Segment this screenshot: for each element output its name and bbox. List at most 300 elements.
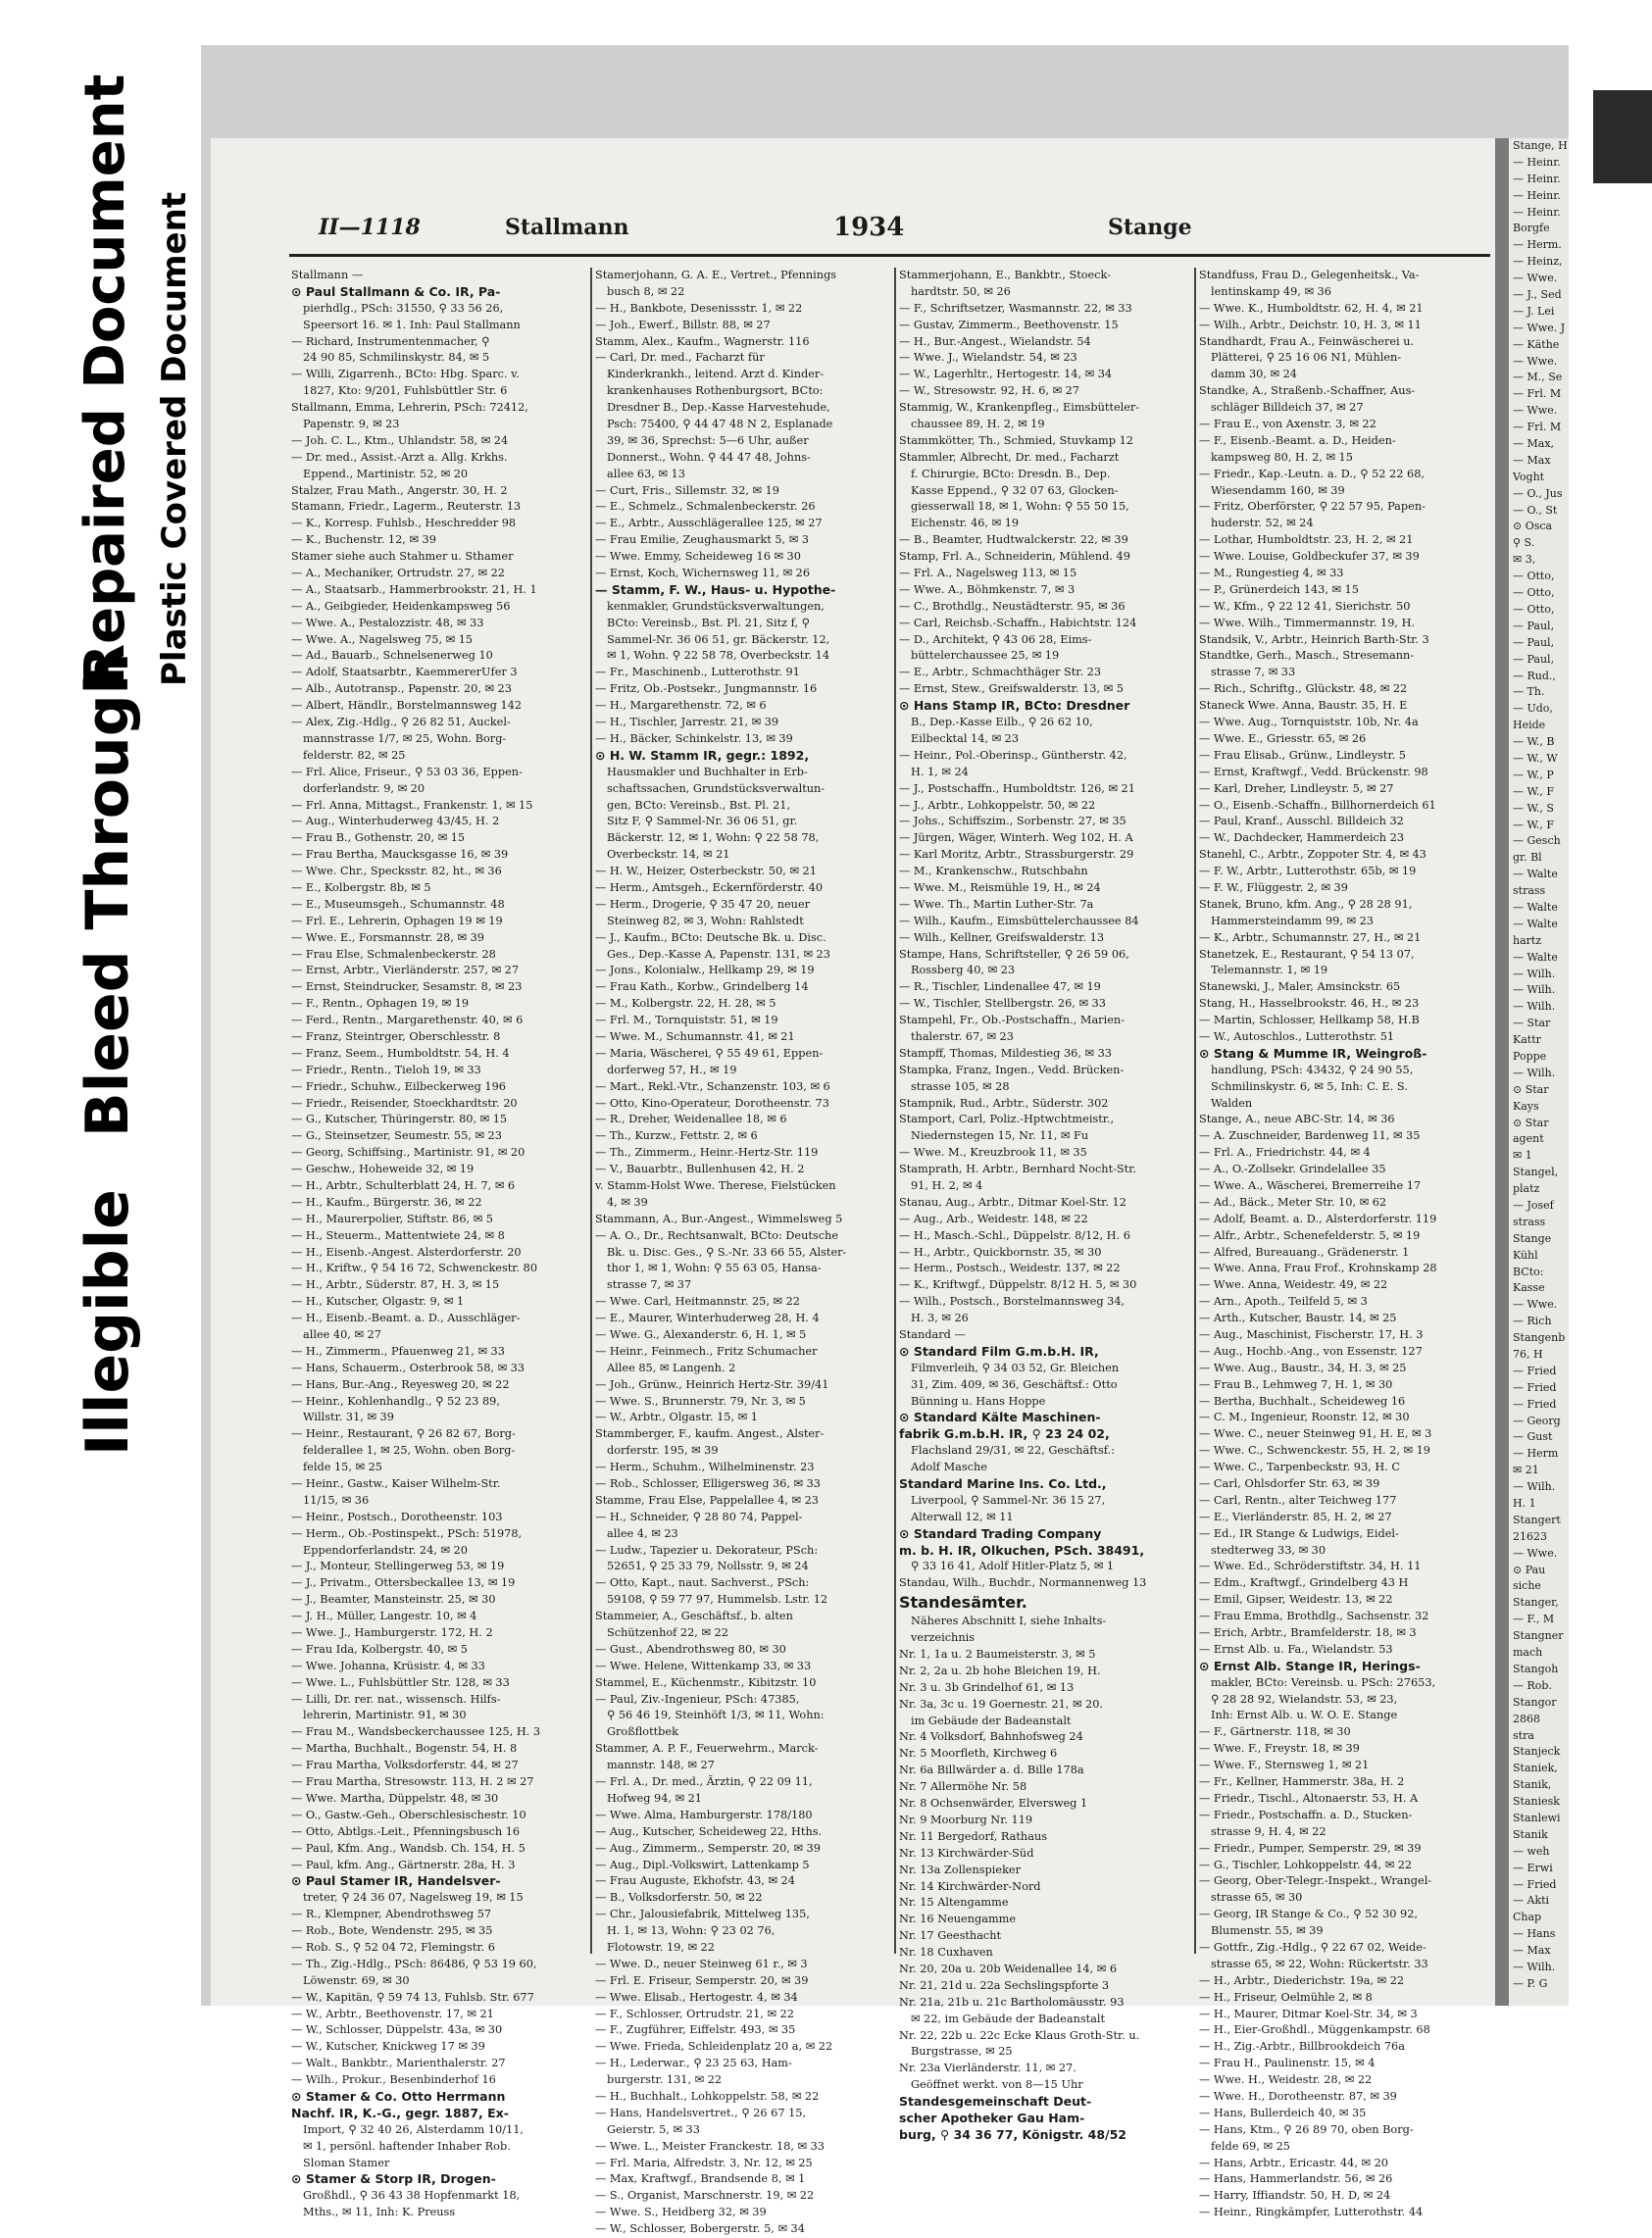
- adjacent-page-entry: — W., W: [1513, 751, 1558, 765]
- adjacent-page-entry: — Fried: [1513, 1364, 1557, 1377]
- adjacent-page-entry: — Wilh.: [1513, 1066, 1556, 1079]
- directory-column-4: [1199, 268, 1491, 2219]
- adjacent-page-entry: — Wilh.: [1513, 1960, 1556, 1973]
- directory-entry: Plätterei, ⚲ 25 16 06 N1, Mühlen-: [1211, 351, 1402, 365]
- adjacent-page-entry: siche: [1513, 1579, 1541, 1593]
- directory-entry: — Aug., Winterhuderweg 43/45, H. 2: [291, 815, 500, 828]
- directory-entry: — H., Zig.-Arbtr., Billbrookdeich 76a: [1199, 2040, 1405, 2054]
- directory-entry: Nr. 11 Bergedorf, Rathaus: [899, 1829, 1048, 1843]
- directory-entry: Psch: 75400, ⚲ 44 47 48 N 2, Esplanade: [607, 418, 833, 431]
- directory-entry: — R., Tischler, Lindenallee 47, ✉ 19: [899, 980, 1101, 994]
- directory-entry: ⊙ Hans Stamp IR, BCto: Dresdner: [899, 698, 1130, 714]
- directory-entry: — Frau Emma, Brothdlg., Sachsenstr. 32: [1199, 1610, 1429, 1623]
- directory-entry: Stampehl, Fr., Ob.-Postschaffn., Marien-: [899, 1014, 1125, 1027]
- directory-entry: ⊙ H. W. Stamm IR, gegr.: 1892,: [595, 747, 810, 763]
- directory-entry: — H., Lederwar., ⚲ 23 25 63, Ham-: [595, 2057, 792, 2070]
- directory-entry: — K., Arbtr., Schumannstr. 27, H., ✉ 21: [1199, 930, 1422, 944]
- directory-entry: busch 8, ✉ 22: [607, 284, 685, 298]
- directory-entry: Nr. 4 Volksdorf, Bahnhofsweg 24: [899, 1730, 1083, 1744]
- adjacent-page-entry: Stanger,: [1513, 1596, 1559, 1610]
- directory-entry: Stampff, Thomas, Mildestieg 36, ✉ 33: [899, 1046, 1112, 1060]
- directory-entry: — Gottfr., Zig.-Hdlg., ⚲ 22 67 02, Weide-: [1199, 1940, 1427, 1954]
- directory-entry: Nr. 13 Kirchwärder-Süd: [899, 1846, 1034, 1860]
- adjacent-page-entry: — Wwe.: [1513, 1546, 1558, 1560]
- directory-entry: — Wwe. Carl, Heitmannstr. 25, ✉ 22: [595, 1295, 800, 1309]
- directory-entry: — E., Vierländerstr. 85, H. 2, ✉ 27: [1199, 1510, 1392, 1523]
- directory-entry: — H., Arbtr., Süderstr. 87, H. 3, ✉ 15: [291, 1278, 500, 1292]
- adjacent-page-entry: — Walte: [1513, 917, 1558, 930]
- directory-entry: — Th., Kurzw., Fettstr. 2, ✉ 6: [595, 1129, 758, 1143]
- directory-entry: Stallmann, Emma, Lehrerin, PSch: 72412,: [291, 401, 528, 415]
- directory-entry: — Maria, Wäscherei, ⚲ 55 49 61, Eppen-: [595, 1046, 824, 1060]
- directory-entry: 91, H. 2, ✉ 4: [911, 1178, 983, 1192]
- directory-entry: ⊙ Paul Stamer IR, Handelsver-: [291, 1873, 501, 1889]
- directory-entry: allee 4, ✉ 23: [607, 1526, 678, 1540]
- directory-entry: Adolf Masche: [911, 1461, 987, 1474]
- directory-entry: Großflottbek: [607, 1725, 678, 1739]
- directory-entry: — Georg, IR Stange & Co., ⚲ 52 30 92,: [1199, 1908, 1418, 1921]
- directory-entry: — Ernst, Koch, Wichernsweg 11, ✉ 26: [595, 567, 811, 580]
- directory-entry: — Wilh., Postsch., Borstelmannsweg 34,: [899, 1295, 1126, 1309]
- directory-entry: felde 15, ✉ 25: [303, 1461, 382, 1474]
- adjacent-page-entry: — Th.: [1513, 685, 1545, 699]
- directory-entry: — Adolf, Staatsarbtr., KaemmererUfer 3: [291, 666, 518, 679]
- directory-entry: 31, Zim. 409, ✉ 36, Geschäftsf.: Otto: [911, 1377, 1118, 1391]
- directory-entry: treter, ⚲ 24 36 07, Nagelsweg 19, ✉ 15: [303, 1891, 524, 1905]
- directory-entry: — Heinr., Postsch., Dorotheenstr. 103: [291, 1510, 503, 1523]
- directory-entry: — Friedr., Rentn., Tieloh 19, ✉ 33: [291, 1063, 481, 1076]
- directory-entry: — E., Arbtr., Schmachthäger Str. 23: [899, 666, 1102, 679]
- directory-entry: — Hans, Ktm., ⚲ 26 89 70, oben Borg-: [1199, 2122, 1414, 2136]
- directory-entry: Alterwall 12, ✉ 11: [911, 1510, 1014, 1523]
- directory-entry: — A., O.-Zollsekr. Grindelallee 35: [1199, 1163, 1386, 1176]
- directory-entry: — W., Tischler, Stellbergstr. 26, ✉ 33: [899, 997, 1106, 1011]
- directory-entry: — Th., Zimmerm., Heinr.-Hertz-Str. 119: [595, 1146, 819, 1160]
- directory-entry: strasse 105, ✉ 28: [911, 1079, 1010, 1093]
- directory-entry: — Rich., Schriftg., Glückstr. 48, ✉ 22: [1199, 682, 1408, 696]
- directory-entry: Standke, A., Straßenb.-Schaffner, Aus-: [1199, 384, 1416, 398]
- directory-entry: — Wwe. L., Fuhlsbüttler Str. 128, ✉ 33: [291, 1675, 510, 1689]
- directory-entry: — Georg, Schiffsing., Martinistr. 91, ✉ 20: [291, 1146, 526, 1160]
- directory-entry: — W., Schlosser, Bobergerstr. 5, ✉ 34: [595, 2222, 805, 2236]
- directory-entry: — H., Eisenb.-Beamt. a. D., Ausschläger-: [291, 1312, 521, 1325]
- directory-entry: — M., Kolbergstr. 22, H. 28, ✉ 5: [595, 997, 776, 1011]
- directory-entry: — Gust., Abendrothsweg 80, ✉ 30: [595, 1642, 786, 1656]
- directory-entry: — Franz, Steintrger, Oberschlesstr. 8: [291, 1029, 501, 1043]
- directory-entry: — Heinr., Pol.-Oberinsp., Güntherstr. 42,: [899, 748, 1127, 762]
- directory-entry: — Friedr., Reisender, Stoeckhardtstr. 20: [291, 1096, 518, 1110]
- adjacent-page-entry: ⚲ S.: [1513, 536, 1535, 550]
- adjacent-page-entry: strass: [1513, 884, 1546, 898]
- adjacent-page-entry: Stangoh: [1513, 1662, 1559, 1675]
- directory-entry: — Herm., Drogerie, ⚲ 35 47 20, neuer: [595, 897, 811, 911]
- adjacent-page-edge: [1509, 138, 1569, 2006]
- adjacent-page-entry: — Paul,: [1513, 619, 1555, 632]
- directory-column-2: [595, 268, 887, 2236]
- adjacent-page-entry: — Wwe.: [1513, 272, 1558, 285]
- directory-entry: Stammer, A. P. F., Feuerwehrm., Marck-: [595, 1742, 819, 1756]
- directory-entry: Kinderkrankh., leitend. Arzt d. Kinder-: [607, 368, 825, 381]
- directory-entry: — Bertha, Buchhalt., Scheideweg 16: [1199, 1394, 1406, 1408]
- directory-entry: — Heinr., Ringkämpfer, Lutterothstr. 44: [1199, 2206, 1424, 2219]
- directory-entry: — R., Klempner, Abendrothsweg 57: [291, 1908, 492, 1921]
- directory-entry: Geöffnet werkt. von 8—15 Uhr: [911, 2078, 1083, 2092]
- directory-entry: — O., Eisenb.-Schaffn., Billhornerdeich 61: [1199, 798, 1436, 812]
- directory-entry: — Wwe. E., Forsmannstr. 28, ✉ 39: [291, 930, 484, 944]
- directory-entry: — Wwe. C., Tarpenbeckstr. 93, H. C: [1199, 1461, 1401, 1474]
- directory-entry: — Harry, Iffiandstr. 50, H. D, ✉ 24: [1199, 2189, 1391, 2203]
- directory-entry: ⚲ 56 46 19, Steinhöft 1/3, ✉ 11, Wohn:: [607, 1709, 825, 1722]
- adjacent-page-entry: ✉ 3,: [1513, 553, 1536, 567]
- directory-entry: — Frau Kath., Korbw., Grindelberg 14: [595, 980, 809, 994]
- adjacent-page-entry: — Rud.,: [1513, 669, 1556, 682]
- directory-entry: — H., Maurerpolier, Stiftstr. 86, ✉ 5: [291, 1212, 493, 1225]
- directory-entry: Nr. 17 Geesthacht: [899, 1929, 1002, 1943]
- directory-entry: — Frau Elisab., Grünw., Lindleystr. 5: [1199, 748, 1406, 762]
- directory-entry: — Wwe. M., Reismühle 19, H., ✉ 24: [899, 880, 1101, 894]
- directory-entry: — Aug., Maschinist, Fischerstr. 17, H. 3: [1199, 1328, 1424, 1341]
- directory-entry: Stammann, A., Bur.-Angest., Wimmelsweg 5: [595, 1212, 843, 1225]
- adjacent-page-entry: — Max: [1513, 1944, 1551, 1958]
- adjacent-page-entry: — Rob.: [1513, 1678, 1552, 1692]
- adjacent-page-entry: — Otto,: [1513, 586, 1555, 600]
- adjacent-page-entry: — Walte: [1513, 950, 1558, 964]
- label-illegible: Illegible: [74, 1189, 142, 1456]
- adjacent-page-entry: — Georg: [1513, 1414, 1561, 1427]
- directory-entry: Stammkötter, Th., Schmied, Stuvkamp 12: [899, 433, 1133, 447]
- directory-entry: — Heinr., Kohlenhandlg., ⚲ 52 23 89,: [291, 1394, 500, 1408]
- directory-entry: — Wwe. A., Nagelsweg 75, ✉ 15: [291, 632, 474, 646]
- directory-entry: ⊙ Stamer & Storp IR, Drogen-: [291, 2171, 496, 2187]
- directory-entry: — Karl, Dreher, Lindleystr. 5, ✉ 27: [1199, 781, 1394, 795]
- directory-entry: — Frau Auguste, Ekhofstr. 43, ✉ 24: [595, 1874, 795, 1888]
- directory-entry: — Aug., Arb., Weidestr. 148, ✉ 22: [899, 1212, 1088, 1225]
- directory-entry: — Paul, Kranf., Ausschl. Billdeich 32: [1199, 815, 1404, 828]
- directory-entry: — H., Eier-Großhdl., Müggenkampstr. 68: [1199, 2023, 1430, 2037]
- directory-entry: Nr. 18 Cuxhaven: [899, 1946, 993, 1960]
- directory-entry: kenmakler, Grundstücksverwaltungen,: [607, 599, 825, 613]
- directory-entry: ⚲ 28 28 92, Wielandstr. 53, ✉ 23,: [1211, 1692, 1398, 1706]
- adjacent-page-entry: — Otto,: [1513, 570, 1555, 583]
- directory-entry: — Adolf, Beamt. a. D., Alsterdorferstr. 119: [1199, 1212, 1437, 1225]
- adjacent-page-entry: Stangenb: [1513, 1331, 1566, 1345]
- scan-edge-shadow: [1593, 90, 1652, 183]
- directory-entry: felderstr. 82, ✉ 25: [303, 748, 406, 762]
- adjacent-page-entry: — Herm.: [1513, 238, 1562, 252]
- directory-entry: — Friedr., Postschaffn. a. D., Stucken-: [1199, 1808, 1413, 1821]
- adjacent-page-entry: — F., M: [1513, 1613, 1555, 1626]
- directory-entry: Steinweg 82, ✉ 3, Wohn: Rahlstedt: [607, 914, 804, 927]
- directory-entry: — Friedr., Pumper, Semperstr. 29, ✉ 39: [1199, 1841, 1422, 1855]
- directory-entry: — H., Bäcker, Schinkelstr. 13, ✉ 39: [595, 731, 793, 745]
- page-number: II—1118: [319, 215, 421, 240]
- directory-entry: — Ernst, Stew., Greifswalderstr. 13, ✉ 5: [899, 682, 1124, 696]
- adjacent-page-entry: — Wwe.: [1513, 404, 1558, 418]
- directory-entry: Nr. 21, 21d u. 22a Sechslingspforte 3: [899, 1978, 1110, 1992]
- directory-entry: ⊙ Standard Film G.m.b.H. IR,: [899, 1343, 1099, 1359]
- directory-entry: — Frl. E., Lehrerin, Ophagen 19 ✉ 19: [291, 914, 503, 927]
- adjacent-page-entry: hartz: [1513, 933, 1542, 947]
- directory-entry: Nr. 7 Allermöhe Nr. 58: [899, 1780, 1027, 1794]
- directory-entry: — H., Margarethenstr. 72, ✉ 6: [595, 699, 767, 713]
- directory-entry: — Wwe. Th., Martin Luther-Str. 7a: [899, 897, 1094, 911]
- directory-entry: — Ad., Bauarb., Schnelsenerweg 10: [291, 649, 493, 663]
- directory-entry: ⊙ Ernst Alb. Stange IR, Herings-: [1199, 1658, 1421, 1673]
- directory-entry: 11/15, ✉ 36: [303, 1493, 370, 1507]
- adjacent-page-entry: — Fried: [1513, 1397, 1557, 1411]
- adjacent-page-entry: — Paul,: [1513, 635, 1555, 649]
- directory-entry: ⊙ Standard Kälte Maschinen-: [899, 1410, 1101, 1425]
- adjacent-page-entry: — Hans: [1513, 1927, 1556, 1941]
- directory-entry: Sloman Stamer: [303, 2156, 390, 2169]
- directory-entry: — W., Dachdecker, Hammerdeich 23: [1199, 831, 1405, 845]
- directory-entry: — Martha, Buchhalt., Bogenstr. 54, H. 8: [291, 1742, 518, 1756]
- directory-entry: — C. M., Ingenieur, Roonstr. 12, ✉ 30: [1199, 1411, 1410, 1424]
- adjacent-page-entry: — Gesch: [1513, 834, 1561, 848]
- directory-entry: — D., Architekt, ⚲ 43 06 28, Eims-: [899, 632, 1092, 646]
- directory-entry: — Fritz, Ob.-Postsekr., Jungmannstr. 16: [595, 682, 818, 696]
- directory-entry: — Jons., Kolonialw., Hellkamp 29, ✉ 19: [595, 964, 815, 977]
- directory-entry: ⊙ Stang & Mumme IR, Weingroß-: [1199, 1045, 1427, 1061]
- column-divider: [1194, 268, 1196, 1954]
- adjacent-page-entry: Kays: [1513, 1099, 1539, 1113]
- adjacent-page-entry: Stange: [1513, 1231, 1552, 1245]
- directory-entry: — Ernst Alb. u. Fa., Wielandstr. 53: [1199, 1642, 1393, 1656]
- adjacent-page-entry: Stangert: [1513, 1513, 1561, 1526]
- directory-entry: kampsweg 80, H. 2, ✉ 15: [1211, 450, 1353, 464]
- directory-entry: — Wwe. L., Meister Franckestr. 18, ✉ 33: [595, 2139, 825, 2153]
- directory-entry: — H., Kaufm., Bürgerstr. 36, ✉ 22: [291, 1195, 482, 1209]
- header-rule: [289, 254, 1490, 257]
- adjacent-page-entry: Kasse: [1513, 1281, 1545, 1295]
- directory-entry: — Curt, Fris., Sillemstr. 32, ✉ 19: [595, 483, 779, 497]
- directory-entry: Stamme, Frau Else, Pappelallee 4, ✉ 23: [595, 1493, 819, 1507]
- directory-entry: — S., Organist, Marschnerstr. 19, ✉ 22: [595, 2189, 815, 2203]
- directory-entry: — Ludw., Tapezier u. Dekorateur, PSch:: [595, 1543, 819, 1557]
- directory-entry: — Otto, Abtlgs.-Leit., Pfenningsbusch 16: [291, 1824, 521, 1838]
- directory-entry: Stammler, Albrecht, Dr. med., Facharzt: [899, 450, 1120, 464]
- directory-entry: verzeichnis: [911, 1631, 976, 1645]
- adjacent-page-entry: Kattr: [1513, 1033, 1541, 1047]
- directory-entry: — J., Postschaffn., Humboldtstr. 126, ✉ 21: [899, 781, 1135, 795]
- directory-entry: — W., Schlosser, Düppelstr. 43a, ✉ 30: [291, 2023, 503, 2037]
- directory-entry: — Frau E., von Axenstr. 3, ✉ 22: [1199, 418, 1377, 431]
- directory-entry: — Hans, Hammerlandstr. 56, ✉ 26: [1199, 2172, 1393, 2186]
- adjacent-page-entry: — Wilh.: [1513, 1000, 1556, 1014]
- directory-entry: — Frau Martha, Stresowstr. 113, H. 2 ✉ 27: [291, 1775, 534, 1789]
- directory-entry: Nr. 5 Moorfleth, Kirchweg 6: [899, 1747, 1058, 1761]
- directory-entry: Stamer siehe auch Stahmer u. Sthamer: [291, 550, 514, 564]
- directory-entry: — Chr., Jalousiefabrik, Mittelweg 135,: [595, 1908, 810, 1921]
- adjacent-page-entry: strass: [1513, 1215, 1546, 1228]
- directory-entry: Stanau, Aug., Arbtr., Ditmar Koel-Str. 12: [899, 1195, 1126, 1209]
- directory-entry: Eilbecktal 14, ✉ 23: [911, 731, 1020, 745]
- directory-entry: — Frl. A., Dr. med., Ärztin, ⚲ 22 09 11,: [595, 1775, 813, 1789]
- directory-entry: — A., Staatsarb., Hammerbrookstr. 21, H. 1: [291, 582, 537, 596]
- directory-entry: — Hans, Schauerm., Osterbrook 58, ✉ 33: [291, 1361, 525, 1374]
- directory-entry: — G., Steinsetzer, Seumestr. 55, ✉ 23: [291, 1129, 502, 1143]
- directory-entry: Papenstr. 9, ✉ 23: [303, 418, 400, 431]
- directory-entry: Nr. 16 Neuengamme: [899, 1913, 1017, 1926]
- adjacent-page-entry: — Max: [1513, 453, 1551, 467]
- adjacent-page-entry: ⊙ Star: [1513, 1082, 1549, 1096]
- directory-entry: — Frl. Maria, Alfredstr. 3, Nr. 12, ✉ 25: [595, 2156, 813, 2169]
- directory-entry: Standau, Wilh., Buchdr., Normannenweg 13: [899, 1576, 1147, 1590]
- directory-entry: — Wwe. Louise, Goldbeckufer 37, ✉ 39: [1199, 550, 1420, 564]
- directory-entry: H. 1, ✉ 13, Wohn: ⚲ 23 02 76,: [607, 1924, 776, 1938]
- directory-entry: — Wilh., Kellner, Greifswalderstr. 13: [899, 930, 1105, 944]
- directory-entry: — Rob. S., ⚲ 52 04 72, Flemingstr. 6: [291, 1940, 495, 1954]
- adjacent-page-entry: — Heinr.: [1513, 172, 1561, 185]
- directory-entry: — Lilli, Dr. rer. nat., wissensch. Hilfs-: [291, 1692, 501, 1706]
- adjacent-page-entry: 2868: [1513, 1712, 1540, 1725]
- directory-entry: Nr. 15 Altengamme: [899, 1896, 1009, 1910]
- adjacent-page-entry: — Heinr.: [1513, 188, 1561, 202]
- directory-entry: hardtstr. 50, ✉ 26: [911, 284, 1011, 298]
- adjacent-page-entry: ✉ 1: [1513, 1149, 1532, 1163]
- directory-entry: — H., Maurer, Ditmar Koel-Str. 34, ✉ 3: [1199, 2007, 1418, 2020]
- directory-entry: — Frl. Anna, Mittagst., Frankenstr. 1, ✉ 15: [291, 798, 533, 812]
- directory-entry: — Heinr., Feinmech., Fritz Schumacher: [595, 1344, 818, 1358]
- directory-entry: — F., Rentn., Ophagen 19, ✉ 19: [291, 997, 470, 1011]
- directory-entry: ✉ 1, persönl. haftender Inhaber Rob.: [303, 2139, 511, 2153]
- adjacent-page-entry: — Wilh.: [1513, 967, 1556, 980]
- directory-entry: — Wwe. F., Freystr. 18, ✉ 39: [1199, 1742, 1360, 1756]
- adjacent-page-entry: — Fried: [1513, 1877, 1557, 1891]
- adjacent-page-entry: — Udo,: [1513, 702, 1553, 716]
- adjacent-page-entry: — Akti: [1513, 1894, 1550, 1908]
- adjacent-page-entry: — Heinr.: [1513, 205, 1561, 219]
- adjacent-page-entry: — O., St: [1513, 503, 1558, 517]
- directory-entry: — Frau B., Gothenstr. 20, ✉ 15: [291, 831, 466, 845]
- directory-entry: — Wwe. K., Humboldtstr. 62, H. 4, ✉ 21: [1199, 301, 1424, 315]
- directory-entry: — Wwe. H., Weidestr. 28, ✉ 22: [1199, 2073, 1373, 2087]
- directory-entry: — W., Stresowstr. 92, H. 6, ✉ 27: [899, 384, 1079, 398]
- scanned-page-area: [201, 45, 1569, 2236]
- directory-entry: Bk. u. Disc. Ges., ⚲ S.-Nr. 33 66 55, Alster-: [607, 1245, 847, 1259]
- adjacent-page-entry: 21623: [1513, 1529, 1547, 1543]
- directory-entry: — Joh., Grünw., Heinrich Hertz-Str. 39/41: [595, 1377, 829, 1391]
- adjacent-page-entry: — Frl. M: [1513, 421, 1562, 434]
- directory-entry: — Rob., Bote, Wendenstr. 295, ✉ 35: [291, 1924, 493, 1938]
- directory-entry: dorferstr. 195, ✉ 39: [607, 1444, 719, 1458]
- directory-entry: — J., Kaufm., BCto: Deutsche Bk. u. Disc.: [595, 930, 826, 944]
- adjacent-page-entry: — O., Jus: [1513, 486, 1563, 500]
- directory-entry: Stamp, Frl. A., Schneiderin, Mühlend. 49: [899, 550, 1130, 564]
- directory-entry: Ges., Dep.-Kasse A, Papenstr. 131, ✉ 23: [607, 947, 830, 961]
- adjacent-page-entry: — Gust: [1513, 1430, 1553, 1444]
- adjacent-page-entry: — Heinr.: [1513, 155, 1561, 169]
- adjacent-page-entry: — Josef: [1513, 1199, 1554, 1212]
- directory-entry: — Edm., Kraftwgf., Grindelberg 43 H: [1199, 1576, 1409, 1590]
- adjacent-page-entry: — Wilh.: [1513, 983, 1556, 997]
- directory-entry: B., Dep.-Kasse Eilb., ⚲ 26 62 10,: [911, 716, 1093, 729]
- header-first-entry: Stallmann: [505, 215, 629, 240]
- directory-entry: Nr. 22, 22b u. 22c Ecke Klaus Groth-Str. u.: [899, 2028, 1140, 2042]
- directory-entry: — H., Bur.-Angest., Wielandstr. 54: [899, 334, 1091, 348]
- directory-entry: H. 3, ✉ 26: [911, 1312, 969, 1325]
- directory-entry: huderstr. 52, ✉ 24: [1211, 517, 1314, 530]
- directory-entry: — Dr. med., Assist.-Arzt a. Allg. Krkhs.: [291, 450, 508, 464]
- directory-entry: — W., Autoschlos., Lutterothstr. 51: [1199, 1029, 1395, 1043]
- directory-entry: — J., Arbtr., Lohkoppelstr. 50, ✉ 22: [899, 798, 1096, 812]
- adjacent-page-entry: ⊙ Osca: [1513, 520, 1553, 533]
- directory-entry: — H., Zimmerm., Pfauenweg 21, ✉ 33: [291, 1344, 505, 1358]
- directory-entry: — Paul, Ziv.-Ingenieur, PSch: 47385,: [595, 1692, 800, 1706]
- directory-entry: Sammel-Nr. 36 06 51, gr. Bäckerstr. 12,: [607, 632, 830, 646]
- directory-entry: Schützenhof 22, ✉ 22: [607, 1626, 728, 1640]
- directory-entry: Stanetzek, E., Restaurant, ⚲ 54 13 07,: [1199, 947, 1415, 961]
- directory-entry: — Frl. Alice, Friseur., ⚲ 53 03 36, Eppen-: [291, 765, 523, 778]
- adjacent-page-entry: Stanik,: [1513, 1778, 1552, 1792]
- directory-entry: Stalzer, Frau Math., Angerstr. 30, H. 2: [291, 483, 508, 497]
- directory-entry: — Wwe. Johanna, Krüsistr. 4, ✉ 33: [291, 1659, 485, 1672]
- directory-entry: — Aug., Zimmerm., Semperstr. 20, ✉ 39: [595, 1841, 821, 1855]
- directory-entry: — Wwe. Ed., Schröderstiftstr. 34, H. 11: [1199, 1560, 1422, 1573]
- directory-entry: gen, BCto: Vereinsb., Bst. Pl. 21,: [607, 798, 791, 812]
- directory-entry: — F., Schriftsetzer, Wasmannstr. 22, ✉ 33: [899, 301, 1132, 315]
- directory-entry: Walden: [1211, 1096, 1253, 1110]
- adjacent-page-entry: Staniek,: [1513, 1762, 1558, 1775]
- directory-entry: ⚲ 33 16 41, Adolf Hitler-Platz 5, ✉ 1: [911, 1560, 1115, 1573]
- directory-entry: Stang, H., Hasselbrookstr. 46, H., ✉ 23: [1199, 997, 1420, 1011]
- directory-entry: — Ernst, Kraftwgf., Vedd. Brückenstr. 98: [1199, 765, 1428, 778]
- directory-entry: — Wwe. S., Brunnerstr. 79, Nr. 3, ✉ 5: [595, 1394, 806, 1408]
- directory-entry: Standfuss, Frau D., Gelegenheitsk., Va-: [1199, 269, 1420, 281]
- directory-entry: Stammel, E., Küchenmstr., Kibitzstr. 10: [595, 1675, 817, 1689]
- directory-entry: Eppend., Martinistr. 52, ✉ 20: [303, 467, 469, 480]
- directory-entry: 24 90 85, Schmilinskystr. 84, ✉ 5: [303, 351, 490, 365]
- directory-entry: Inh: Ernst Alb. u. W. O. E. Stange: [1211, 1709, 1398, 1722]
- directory-entry: Stammeier, A., Geschäftsf., b. alten: [595, 1610, 793, 1623]
- directory-entry: Niedernstegen 15, Nr. 11, ✉ Fu: [911, 1129, 1089, 1143]
- directory-column-1: [291, 268, 583, 2219]
- directory-entry: — F., Zugführer, Eiffelstr. 493, ✉ 35: [595, 2023, 796, 2037]
- adjacent-page-entry: — Fried: [1513, 1380, 1557, 1394]
- directory-entry: Rossberg 40, ✉ 23: [911, 964, 1016, 977]
- directory-entry: mannstrasse 1/7, ✉ 25, Wohn. Borg-: [303, 731, 507, 745]
- directory-entry: dorferlandstr. 9, ✉ 20: [303, 781, 426, 795]
- directory-entry: — Stamm, F. W., Haus- u. Hypothe-: [595, 581, 836, 597]
- directory-entry: f. Chirurgie, BCto: Dresdn. B., Dep.: [911, 467, 1111, 480]
- adjacent-page-entry: — W., F: [1513, 818, 1555, 831]
- directory-entry: — H., Kriftw., ⚲ 54 16 72, Schwenckestr. 80: [291, 1262, 538, 1275]
- adjacent-page-entry: — W., P: [1513, 768, 1554, 781]
- directory-entry: — Th., Zig.-Hdlg., PSch: 86486, ⚲ 53 19 60,: [291, 1957, 537, 1970]
- adjacent-page-entry: — Wwe.: [1513, 354, 1558, 368]
- directory-entry: Schmilinskystr. 6, ✉ 5, Inh: C. E. S.: [1211, 1079, 1408, 1093]
- directory-entry: — Hans, Bullerdeich 40, ✉ 35: [1199, 2106, 1367, 2119]
- adjacent-page-entry: Stange, H: [1513, 139, 1568, 152]
- directory-entry: — Friedr., Schuhw., Eilbeckerweg 196: [291, 1079, 506, 1093]
- directory-entry: Stamerjohann, G. A. E., Vertret., Pfennings: [595, 269, 837, 281]
- directory-entry: — H., Eisenb.-Angest. Alsterdorferstr. 20: [291, 1245, 522, 1259]
- directory-entry: — Alex, Zig.-Hdlg., ⚲ 26 82 51, Auckel-: [291, 716, 511, 729]
- directory-entry: Nr. 8 Ochsenwärder, Elversweg 1: [899, 1797, 1088, 1811]
- directory-entry: Stampnik, Rud., Arbtr., Süderstr. 302: [899, 1096, 1109, 1110]
- label-plastic-covered: Plastic Covered Document: [155, 191, 194, 686]
- directory-entry: — Joh., Ewerf., Billstr. 88, ✉ 27: [595, 318, 771, 331]
- directory-entry: Liverpool, ⚲ Sammel-Nr. 36 15 27,: [911, 1493, 1106, 1507]
- adjacent-page-entry: ⊙ Pau: [1513, 1563, 1546, 1576]
- directory-entry: — Alb., Autotransp., Papenstr. 20, ✉ 23: [291, 682, 512, 696]
- directory-entry: Standsik, V., Arbtr., Heinrich Barth-Str. 3: [1199, 632, 1429, 646]
- directory-entry: Nr. 21a, 21b u. 21c Bartholomäusstr. 93: [899, 1995, 1125, 2009]
- directory-entry: Willstr. 31, ✉ 39: [303, 1411, 394, 1424]
- directory-entry: — Frau Martha, Volksdorferstr. 44, ✉ 27: [291, 1759, 519, 1772]
- directory-entry: Großhdl., ⚲ 36 43 38 Hopfenmarkt 18,: [303, 2189, 521, 2203]
- directory-entry: — J., Beamter, Mansteinstr. 25, ✉ 30: [291, 1593, 496, 1607]
